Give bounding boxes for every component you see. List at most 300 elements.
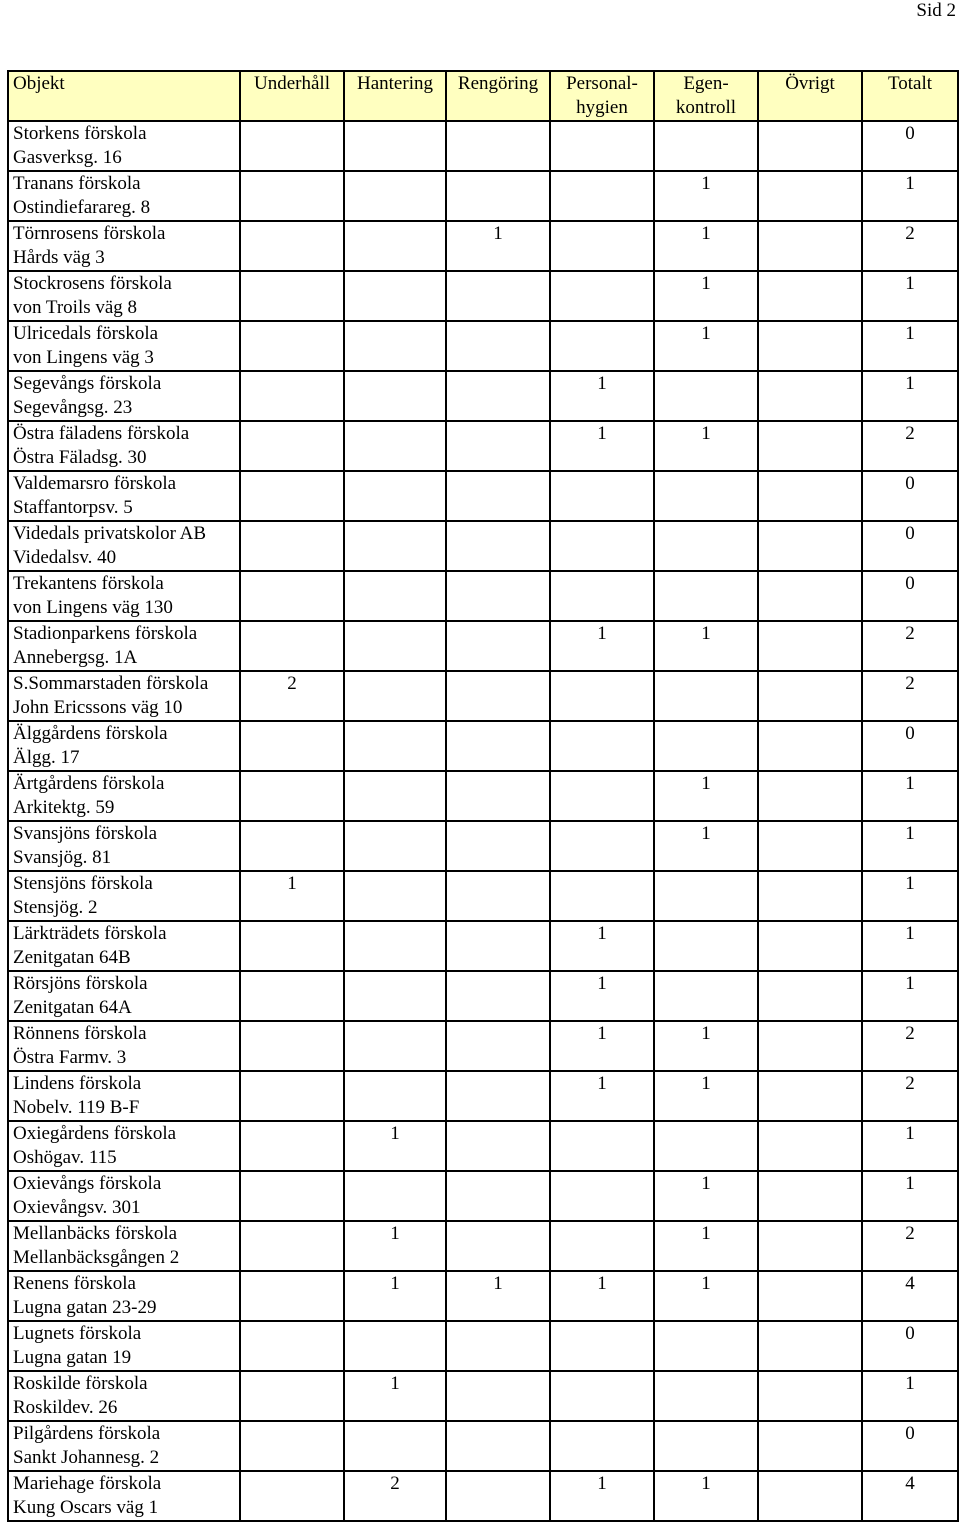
col-totalt-cell: 1 <box>862 871 958 921</box>
object-address: Staffantorpsv. 5 <box>13 497 133 518</box>
col-personalhygien-cell <box>550 1221 654 1271</box>
object-name: Trekantens förskola <box>13 573 164 594</box>
object-address: Arkitektg. 59 <box>13 797 115 818</box>
col-totalt-cell: 1 <box>862 371 958 421</box>
object-address: Zenitgatan 64B <box>13 947 131 968</box>
object-name: Rönnens förskola <box>13 1023 147 1044</box>
col-personalhygien-cell <box>550 1421 654 1471</box>
object-address: Östra Farmv. 3 <box>13 1047 127 1068</box>
object-name: Pilgårdens förskola <box>13 1423 161 1444</box>
col-hantering-cell <box>344 171 446 221</box>
col-underhall-cell <box>240 1321 344 1371</box>
col-ovrigt-cell <box>758 721 862 771</box>
object-cell <box>8 771 240 821</box>
object-cell <box>8 1321 240 1371</box>
col-hantering-cell <box>344 321 446 371</box>
col-personalhygien-cell <box>550 471 654 521</box>
col-egenkontroll-cell <box>654 1371 758 1421</box>
col-ovrigt-cell <box>758 871 862 921</box>
col-totalt-cell: 1 <box>862 1171 958 1221</box>
col-personalhygien-cell: 1 <box>550 921 654 971</box>
col-rengoring-cell: 1 <box>446 1271 550 1321</box>
object-name: Törnrosens förskola <box>13 223 166 244</box>
col-hantering-cell <box>344 871 446 921</box>
col-personalhygien-cell <box>550 671 654 721</box>
col-ovrigt-cell <box>758 671 862 721</box>
table-row <box>8 271 958 321</box>
col-personalhygien-cell: 1 <box>550 371 654 421</box>
table-row <box>8 871 958 921</box>
col-underhall-cell <box>240 421 344 471</box>
object-cell <box>8 271 240 321</box>
col-egenkontroll-cell <box>654 521 758 571</box>
object-cell <box>8 371 240 421</box>
col-rengoring-cell <box>446 371 550 421</box>
table-row <box>8 1321 958 1371</box>
col-rengoring-cell <box>446 421 550 471</box>
object-name: Tranans förskola <box>13 173 141 194</box>
object-cell <box>8 1171 240 1221</box>
object-address: Nobelv. 119 B-F <box>13 1097 140 1118</box>
object-cell <box>8 571 240 621</box>
col-personalhygien-cell <box>550 321 654 371</box>
object-address: Gasverksg. 16 <box>13 147 122 168</box>
col-totalt-cell: 0 <box>862 1321 958 1371</box>
object-name: Rörsjöns förskola <box>13 973 148 994</box>
col-underhall-cell <box>240 371 344 421</box>
col-egenkontroll-cell: 1 <box>654 1071 758 1121</box>
col-underhall-cell <box>240 1221 344 1271</box>
col-underhall-cell <box>240 771 344 821</box>
col-ovrigt-cell <box>758 521 862 571</box>
col-hantering-cell <box>344 121 446 171</box>
col-ovrigt-cell <box>758 1421 862 1471</box>
object-cell <box>8 121 240 171</box>
col-rengoring-cell <box>446 471 550 521</box>
object-address: John Ericssons väg 10 <box>13 697 183 718</box>
table-row <box>8 921 958 971</box>
col-ovrigt-cell <box>758 1321 862 1371</box>
object-address: Annebergsg. 1A <box>13 647 138 668</box>
col-ovrigt-cell <box>758 221 862 271</box>
col-underhall-cell <box>240 1421 344 1471</box>
col-egenkontroll-cell: 1 <box>654 771 758 821</box>
table-row <box>8 1471 958 1521</box>
object-address: von Lingens väg 130 <box>13 597 173 618</box>
col-ovrigt-cell <box>758 321 862 371</box>
object-address: Mellanbäcksgången 2 <box>13 1247 180 1268</box>
table-row <box>8 1121 958 1171</box>
object-cell <box>8 171 240 221</box>
col-egenkontroll-cell <box>654 1121 758 1171</box>
object-name: Lärkträdets förskola <box>13 923 167 944</box>
col-personalhygien-cell <box>550 521 654 571</box>
object-cell <box>8 1421 240 1471</box>
object-address: Videdalsv. 40 <box>13 547 117 568</box>
col-underhall-cell <box>240 971 344 1021</box>
table-row <box>8 171 958 221</box>
col-totalt-cell: 2 <box>862 1021 958 1071</box>
col-underhall-cell <box>240 471 344 521</box>
col-ovrigt-cell <box>758 1171 862 1221</box>
table-row <box>8 121 958 171</box>
col-ovrigt-cell <box>758 821 862 871</box>
object-cell <box>8 621 240 671</box>
col-egenkontroll-cell <box>654 671 758 721</box>
col-personalhygien-cell <box>550 771 654 821</box>
object-address: Lugna gatan 23-29 <box>13 1297 157 1318</box>
col-hantering-cell <box>344 771 446 821</box>
col-totalt-cell: 1 <box>862 1121 958 1171</box>
object-cell <box>8 1271 240 1321</box>
col-egenkontroll-cell: 1 <box>654 621 758 671</box>
col-underhall-cell <box>240 621 344 671</box>
table-row <box>8 1371 958 1421</box>
object-cell <box>8 921 240 971</box>
table-row <box>8 1271 958 1321</box>
page-number: Sid 2 <box>916 0 956 21</box>
object-address: Hårds väg 3 <box>13 247 105 268</box>
col-underhall-cell <box>240 1171 344 1221</box>
col-rengoring-cell <box>446 621 550 671</box>
col-hantering-cell <box>344 671 446 721</box>
table-row <box>8 1221 958 1271</box>
object-address: von Troils väg 8 <box>13 297 138 318</box>
col-underhall-cell <box>240 571 344 621</box>
col-rengoring-cell <box>446 1321 550 1371</box>
col-totalt-cell: 4 <box>862 1471 958 1521</box>
col-underhall-cell <box>240 121 344 171</box>
object-address: Lugna gatan 19 <box>13 1347 132 1368</box>
col-underhall-cell <box>240 1071 344 1121</box>
col-egenkontroll-cell <box>654 1321 758 1371</box>
col-totalt-cell: 0 <box>862 1421 958 1471</box>
object-address: Älgg. 17 <box>13 747 80 768</box>
col-underhall-cell <box>240 1121 344 1171</box>
col-personalhygien-cell <box>550 1321 654 1371</box>
col-hantering-cell: 1 <box>344 1121 446 1171</box>
col-totalt-cell: 0 <box>862 521 958 571</box>
object-cell <box>8 871 240 921</box>
col-egenkontroll-cell: 1 <box>654 821 758 871</box>
col-personalhygien-cell <box>550 821 654 871</box>
col-ovrigt-cell <box>758 1271 862 1321</box>
col-hantering-cell <box>344 271 446 321</box>
object-cell <box>8 1121 240 1171</box>
col-personalhygien-cell <box>550 171 654 221</box>
object-name: Stadionparkens förskola <box>13 623 198 644</box>
col-egenkontroll-cell <box>654 871 758 921</box>
col-personalhygien-cell: 1 <box>550 1071 654 1121</box>
col-egenkontroll-cell <box>654 471 758 521</box>
col-egenkontroll-cell: 1 <box>654 1221 758 1271</box>
table-row <box>8 671 958 721</box>
col-rengoring-cell <box>446 1021 550 1071</box>
col-totalt-cell: 2 <box>862 221 958 271</box>
col-rengoring-cell <box>446 321 550 371</box>
col-egenkontroll-cell <box>654 971 758 1021</box>
col-underhall-cell <box>240 521 344 571</box>
col-rengoring-cell <box>446 1221 550 1271</box>
object-address: Oxievångsv. 301 <box>13 1197 141 1218</box>
col-ovrigt-cell <box>758 621 862 671</box>
col-egenkontroll-cell: 1 <box>654 271 758 321</box>
col-totalt-cell: 0 <box>862 721 958 771</box>
col-egenkontroll-cell: 1 <box>654 1271 758 1321</box>
col-ovrigt-cell <box>758 571 862 621</box>
col-hantering-cell <box>344 921 446 971</box>
col-hantering-cell <box>344 1421 446 1471</box>
object-address: Roskildev. 26 <box>13 1397 118 1418</box>
col-personalhygien-cell <box>550 221 654 271</box>
object-address: Ostindiefarareg. 8 <box>13 197 151 218</box>
object-name: Valdemarsro förskola <box>13 473 177 494</box>
col-egenkontroll-cell: 1 <box>654 171 758 221</box>
col-hantering-cell <box>344 1321 446 1371</box>
col-ovrigt-cell <box>758 771 862 821</box>
col-ovrigt-cell <box>758 1071 862 1121</box>
col-rengoring-cell <box>446 771 550 821</box>
col-rengoring-cell <box>446 721 550 771</box>
object-cell <box>8 971 240 1021</box>
table-row <box>8 571 958 621</box>
col-hantering-cell <box>344 621 446 671</box>
col-personalhygien-cell <box>550 121 654 171</box>
col-ovrigt-cell <box>758 1121 862 1171</box>
col-totalt-cell: 1 <box>862 771 958 821</box>
col-personalhygien-cell: 1 <box>550 421 654 471</box>
col-hantering-cell <box>344 371 446 421</box>
col-rengoring-cell <box>446 921 550 971</box>
col-rengoring-cell <box>446 121 550 171</box>
object-name: Roskilde förskola <box>13 1373 148 1394</box>
col-egenkontroll-header: Egen- kontroll <box>654 71 758 121</box>
object-address: Östra Fäladsg. 30 <box>13 447 147 468</box>
col-personalhygien-cell <box>550 1371 654 1421</box>
col-totalt-cell: 1 <box>862 171 958 221</box>
col-hantering-cell <box>344 1021 446 1071</box>
object-name: Lugnets förskola <box>13 1323 142 1344</box>
col-hantering-cell <box>344 221 446 271</box>
col-hantering-cell <box>344 1171 446 1221</box>
col-personalhygien-cell <box>550 271 654 321</box>
col-hantering-cell <box>344 421 446 471</box>
col-ovrigt-header: Övrigt <box>758 71 862 121</box>
col-personalhygien-cell: 1 <box>550 621 654 671</box>
col-ovrigt-cell <box>758 471 862 521</box>
object-cell <box>8 421 240 471</box>
object-cell <box>8 321 240 371</box>
object-name: Segevångs förskola <box>13 373 162 394</box>
object-name: Oxievångs förskola <box>13 1173 162 1194</box>
col-personalhygien-header: Personal- hygien <box>550 71 654 121</box>
object-address: Kung Oscars väg 1 <box>13 1497 159 1518</box>
col-underhall-cell <box>240 921 344 971</box>
col-totalt-cell: 4 <box>862 1271 958 1321</box>
col-ovrigt-cell <box>758 971 862 1021</box>
object-name: Svansjöns förskola <box>13 823 158 844</box>
col-underhall-cell <box>240 1271 344 1321</box>
object-cell <box>8 221 240 271</box>
col-hantering-cell <box>344 571 446 621</box>
col-totalt-cell: 2 <box>862 621 958 671</box>
table-body <box>8 121 958 1521</box>
col-hantering-cell <box>344 521 446 571</box>
col-totalt-cell: 1 <box>862 821 958 871</box>
col-egenkontroll-cell <box>654 571 758 621</box>
col-underhall-header: Underhåll <box>240 71 344 121</box>
col-underhall-cell <box>240 1471 344 1521</box>
col-ovrigt-cell <box>758 1371 862 1421</box>
table-row <box>8 621 958 671</box>
col-totalt-cell: 0 <box>862 471 958 521</box>
col-hantering-cell <box>344 1071 446 1121</box>
col-rengoring-cell <box>446 821 550 871</box>
col-totalt-cell: 2 <box>862 421 958 471</box>
object-cell <box>8 521 240 571</box>
table-row <box>8 371 958 421</box>
col-personalhygien-cell: 1 <box>550 1021 654 1071</box>
object-cell <box>8 1021 240 1071</box>
object-name: Lindens förskola <box>13 1073 142 1094</box>
col-underhall-cell <box>240 321 344 371</box>
object-cell <box>8 1071 240 1121</box>
col-personalhygien-cell <box>550 1121 654 1171</box>
col-rengoring-cell <box>446 971 550 1021</box>
col-underhall-cell <box>240 721 344 771</box>
col-egenkontroll-cell: 1 <box>654 1171 758 1221</box>
col-totalt-cell: 2 <box>862 1071 958 1121</box>
col-ovrigt-cell <box>758 921 862 971</box>
table-row <box>8 721 958 771</box>
object-cell <box>8 1471 240 1521</box>
object-name: Mellanbäcks förskola <box>13 1223 178 1244</box>
object-name: Stensjöns förskola <box>13 873 153 894</box>
object-address: Segevångsg. 23 <box>13 397 133 418</box>
col-hantering-cell: 1 <box>344 1271 446 1321</box>
object-cell <box>8 821 240 871</box>
col-egenkontroll-cell: 1 <box>654 421 758 471</box>
col-ovrigt-cell <box>758 371 862 421</box>
col-hantering-cell <box>344 821 446 871</box>
col-ovrigt-cell <box>758 271 862 321</box>
col-totalt-cell: 1 <box>862 271 958 321</box>
col-ovrigt-cell <box>758 1221 862 1271</box>
col-rengoring-cell <box>446 1071 550 1121</box>
col-rengoring-cell <box>446 271 550 321</box>
col-hantering-cell <box>344 971 446 1021</box>
object-cell <box>8 471 240 521</box>
col-underhall-cell: 1 <box>240 871 344 921</box>
inspection-table <box>7 70 959 1522</box>
object-address: Zenitgatan 64A <box>13 997 132 1018</box>
col-underhall-cell <box>240 1371 344 1421</box>
col-ovrigt-cell <box>758 121 862 171</box>
table-row <box>8 1071 958 1121</box>
object-name: Älggårdens förskola <box>13 723 168 744</box>
col-egenkontroll-cell <box>654 121 758 171</box>
object-cell <box>8 671 240 721</box>
table-row <box>8 1171 958 1221</box>
col-egenkontroll-cell <box>654 1421 758 1471</box>
col-egenkontroll-cell: 1 <box>654 321 758 371</box>
col-rengoring-cell <box>446 871 550 921</box>
col-egenkontroll-cell: 1 <box>654 221 758 271</box>
col-underhall-cell <box>240 271 344 321</box>
col-personalhygien-cell: 1 <box>550 1471 654 1521</box>
col-rengoring-cell <box>446 1371 550 1421</box>
col-totalt-cell: 0 <box>862 571 958 621</box>
object-name: Oxiegårdens förskola <box>13 1123 177 1144</box>
object-address: Oshögav. 115 <box>13 1147 117 1168</box>
object-name: S.Sommarstaden förskola <box>13 673 209 694</box>
col-hantering-cell <box>344 721 446 771</box>
col-totalt-cell: 1 <box>862 971 958 1021</box>
col-totalt-cell: 1 <box>862 921 958 971</box>
header-row <box>8 71 958 121</box>
col-rengoring-cell <box>446 1421 550 1471</box>
col-egenkontroll-cell <box>654 921 758 971</box>
col-rengoring-header: Rengöring <box>446 71 550 121</box>
col-underhall-cell <box>240 221 344 271</box>
col-egenkontroll-cell <box>654 721 758 771</box>
col-totalt-cell: 2 <box>862 671 958 721</box>
col-personalhygien-cell <box>550 871 654 921</box>
object-address: von Lingens väg 3 <box>13 347 154 368</box>
col-rengoring-cell <box>446 1121 550 1171</box>
object-address: Sankt Johannesg. 2 <box>13 1447 160 1468</box>
object-name: Ulricedals förskola <box>13 323 159 344</box>
col-hantering-header: Hantering <box>344 71 446 121</box>
table-row <box>8 521 958 571</box>
col-rengoring-cell <box>446 171 550 221</box>
table-row <box>8 321 958 371</box>
col-egenkontroll-cell: 1 <box>654 1021 758 1071</box>
object-name: Storkens förskola <box>13 123 147 144</box>
col-totalt-cell: 1 <box>862 1371 958 1421</box>
object-cell <box>8 1371 240 1421</box>
object-name: Ärtgårdens förskola <box>13 773 165 794</box>
col-underhall-cell: 2 <box>240 671 344 721</box>
col-objekt-header: Objekt <box>8 71 240 121</box>
col-ovrigt-cell <box>758 1471 862 1521</box>
col-personalhygien-cell <box>550 571 654 621</box>
table-row <box>8 771 958 821</box>
col-totalt-cell: 2 <box>862 1221 958 1271</box>
col-rengoring-cell <box>446 671 550 721</box>
col-egenkontroll-cell: 1 <box>654 1471 758 1521</box>
table-row <box>8 971 958 1021</box>
object-address: Svansjög. 81 <box>13 847 112 868</box>
object-name: Renens förskola <box>13 1273 136 1294</box>
col-personalhygien-cell: 1 <box>550 971 654 1021</box>
col-personalhygien-cell <box>550 1171 654 1221</box>
col-rengoring-cell <box>446 1171 550 1221</box>
col-hantering-cell: 1 <box>344 1371 446 1421</box>
col-hantering-cell <box>344 471 446 521</box>
col-ovrigt-cell <box>758 171 862 221</box>
table-row <box>8 1021 958 1071</box>
col-hantering-cell: 2 <box>344 1471 446 1521</box>
object-name: Östra fäladens förskola <box>13 423 190 444</box>
object-name: Mariehage förskola <box>13 1473 162 1494</box>
col-rengoring-cell: 1 <box>446 221 550 271</box>
col-ovrigt-cell <box>758 421 862 471</box>
object-cell <box>8 1221 240 1271</box>
object-cell <box>8 721 240 771</box>
table-row <box>8 821 958 871</box>
table-row <box>8 221 958 271</box>
